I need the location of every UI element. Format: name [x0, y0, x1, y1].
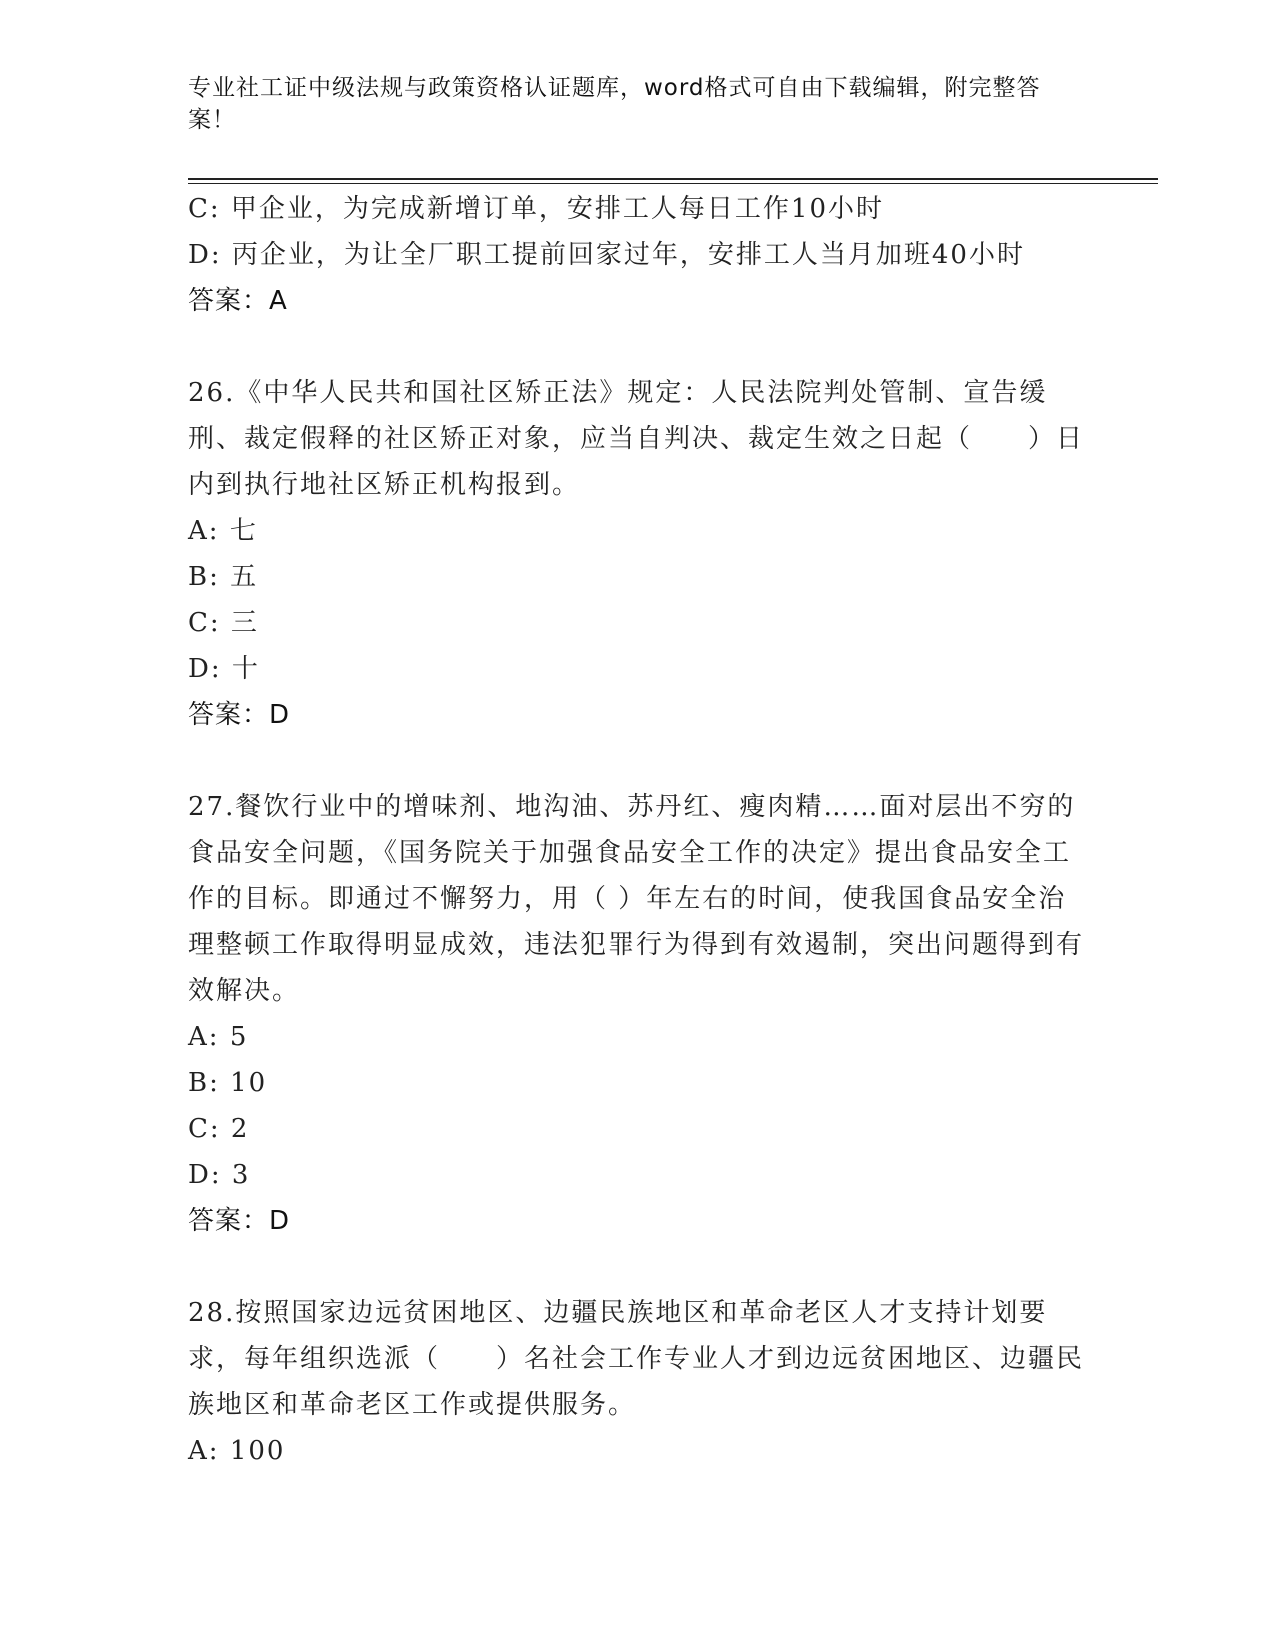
option-text: 甲企业，为完成新增订单，安排工人每日工作10小时: [230, 194, 885, 224]
option-a: [188, 1014, 1088, 1060]
option-text: 10: [230, 1068, 268, 1098]
option-text: 2: [230, 1114, 250, 1144]
option-letter: D:: [188, 240, 222, 270]
option-text: 5: [229, 1022, 249, 1052]
option-letter: A:: [188, 1436, 220, 1466]
option-letter: B:: [188, 562, 220, 592]
document-body: [188, 186, 1088, 1474]
spacer: [188, 1244, 1088, 1290]
option-text: 三: [230, 608, 259, 638]
header-divider-thick: [188, 178, 1158, 180]
option-text: 3: [231, 1160, 251, 1190]
option-c: [188, 1106, 1088, 1152]
option-letter: A:: [188, 1022, 220, 1052]
option-letter: D:: [188, 1160, 222, 1190]
answer-line: 答案：D: [188, 700, 291, 730]
option-text: 五: [230, 562, 259, 592]
option-c: [188, 600, 1088, 646]
question-stem: 26.《中华人民共和国社区矫正法》规定：人民法院判处管制、宣告缓刑、裁定假释的社区矫正对象，应当自判决、裁定生效之日起（ ）日内到执行地社区矫正机构报到。: [188, 378, 1085, 500]
option-letter: C:: [188, 194, 221, 224]
option-d: [188, 232, 1088, 278]
answer-line: 答案：D: [188, 1206, 291, 1236]
option-letter: D:: [188, 654, 222, 684]
option-b: [188, 1060, 1088, 1106]
option-letter: C:: [188, 1114, 221, 1144]
option-text: 十: [231, 654, 260, 684]
option-b: [188, 554, 1088, 600]
option-d: [188, 646, 1088, 692]
option-text: 七: [229, 516, 258, 546]
option-text: 丙企业，为让全厂职工提前回家过年，安排工人当月加班40小时: [231, 240, 1025, 270]
option-letter: B:: [188, 1068, 220, 1098]
spacer: [188, 738, 1088, 784]
answer-line: 答案：A: [188, 286, 288, 316]
option-text: 100: [229, 1436, 286, 1466]
page-header: 专业社工证中级法规与政策资格认证题库，word格式可自由下载编辑，附完整答案！: [188, 75, 1041, 133]
option-letter: C:: [188, 608, 221, 638]
question-stem: 28.按照国家边远贫困地区、边疆民族地区和革命老区人才支持计划要求，每年组织选派（ ）名社会工作专业人才到边远贫困地区、边疆民族地区和革命老区工作或提供服务。: [188, 1298, 1085, 1420]
spacer: [188, 324, 1088, 370]
option-d: [188, 1152, 1088, 1198]
option-a: [188, 508, 1088, 554]
option-letter: A:: [188, 516, 220, 546]
question-stem: 27.餐饮行业中的增味剂、地沟油、苏丹红、瘦肉精……面对层出不穷的食品安全问题，《国务院关于加强食品安全工作的决定》提出食品安全工作的目标。即通过不懈努力，用（ ）年左右的时间，使我国食品安全治理整顿工作取得明显成效，违法犯罪行为得到有效遏制，突出问题得到有效解决。: [188, 792, 1085, 1006]
header-divider-thin: [188, 183, 1158, 184]
option-c: [188, 186, 1088, 232]
option-a: [188, 1428, 1088, 1474]
